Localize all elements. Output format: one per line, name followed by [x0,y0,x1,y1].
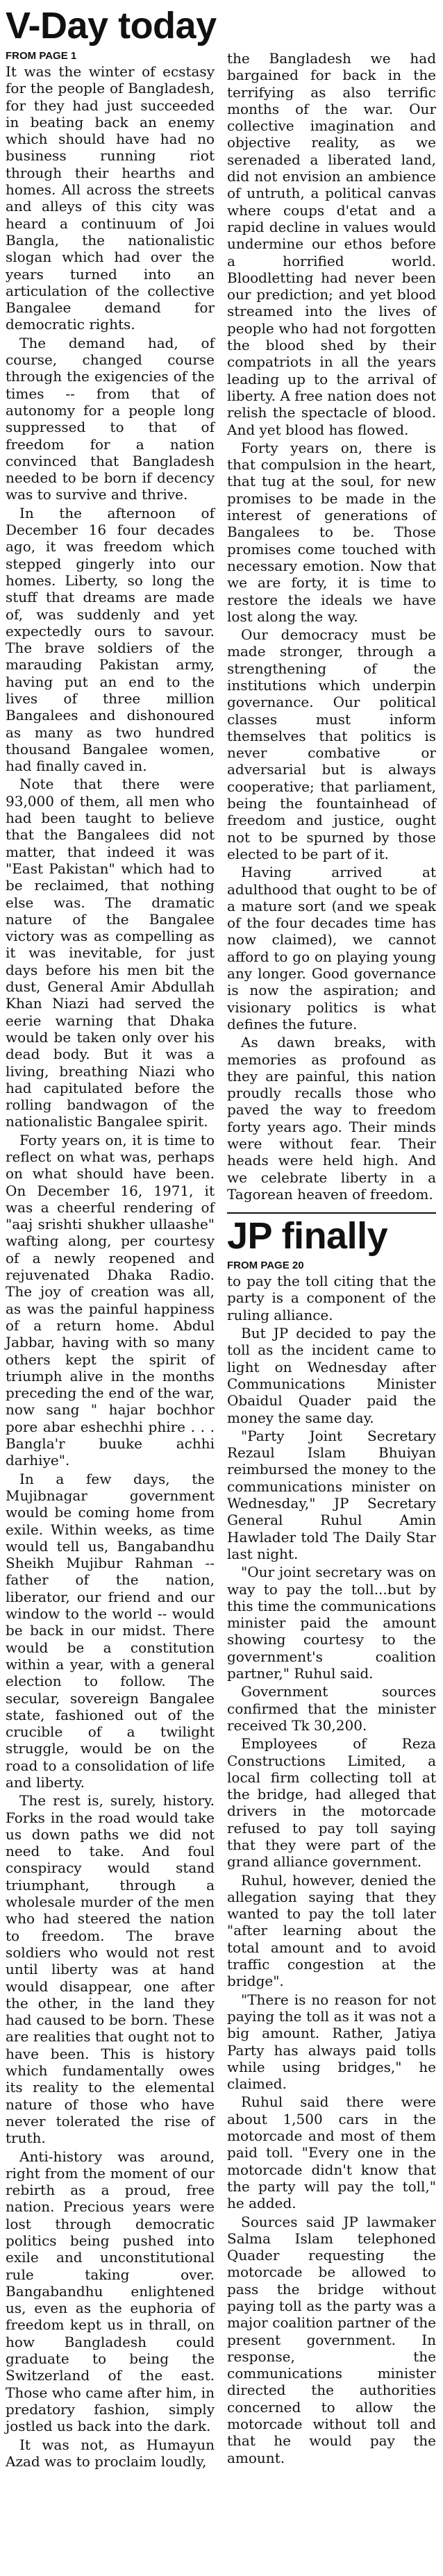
second-article-headline: JP finally [227,1212,436,1257]
article-body-right [227,50,436,1203]
paragraph: It was the winter of ecstasy for the people of Bangladesh, for they had just succeeded in beating back an enemy which should have had no business running riot through their hearths and homes. All across the streets and alleys of this city was heard a continuum of Joi Bangla, the nationalistic slogan which had over the years turned into an articulation of the collective Bangalee demand for democratic rights. [6,63,215,333]
paragraph: Government sources confirmed that the minister received Tk 30,200. [227,1683,436,1734]
paragraph: Ruhul, however, denied the allegation saying that they wanted to pay the toll later "after learning about the total amount and to avoid traffic congestion at the bridge". [227,1871,436,1990]
paragraph: the Bangladesh we had bargained for back in the terrifying as also terrific months of the war. Our collective imagination and objective reality, as we serenaded a liberated land, did not envision an ambience of untruth, a political canvas where coups d'etat and a rapid decline in values would undermine our ethos before a horrified world. Bloodletting had never been our prediction; and yet blood streamed into the lives of people who had not forgotten the blood shed by their compatriots in all the years leading up to the arrival of liberty. A free nation does not relish the spectacle of blood. And yet blood has flowed. [227,50,436,438]
paragraph: Forty years on, there is that compulsion in the heart, that tug at the soul, for new promises to be made in the interest of generations of Bangalees to be. Those promises come touched with necessary emotion. Now that we are forty, it is time to restore the ideals we have lost along the way. [227,439,436,625]
paragraph: to pay the toll citing that the party is a component of the ruling alliance. [227,1273,436,1323]
paragraph: Having arrived at adulthood that ought to be of a mature sort (and we speak of the four decades time has now claimed), we cannot afford to go on playing young any longer. Good governance is now the aspiration; and visionary politics is what defines the future. [227,864,436,1032]
right-column [227,50,436,2471]
paragraph: "Party Joint Secretary Rezaul Islam Bhuiyan reimbursed the money to the communications minister on Wednesday," JP Secretary General Ruhul Amin Hawlader told The Daily Star last night. [227,1427,436,1562]
paragraph: In a few days, the Mujibnagar government would be coming home from exile. Within weeks, as time would tell us, Bangabandhu Sheikh Mujibur Rahman -- father of the nation, liberator, our friend and our window to the world -- would be back in our midst. There would be a constitution within a year, with a general election to follow. The secular, sovereign Bangalee state, fashioned out of the crucible of a twilight struggle, would be on the road to a consolidation of life and liberty. [6,1470,215,1791]
paragraph: The demand had, of course, changed course through the exigencies of the times -- from that of autonomy for a people long suppressed to that of freedom for a nation convinced that Bangladesh needed to be born if decency was to survive and thrive. [6,334,215,503]
second-article-body [227,1273,436,2466]
paragraph: As dawn breaks, with memories as profound as they are painful, this nation proudly recalls those who paved the way to freedom forty years ago. Their minds were without fear. Their heads were held high. And we celebrate liberty in a Tagorean heaven of freedom. [227,1034,436,1203]
article-body-left [6,63,215,2470]
paragraph: Ruhul said there were about 1,500 cars in the motorcade and most of them paid toll. "Every one in the motorcade didn't know that the party will pay the toll," he added. [227,2093,436,2212]
paragraph: Employees of Reza Constructions Limited, a local firm collecting toll at the bridge, had alleged that drivers in the motorcade refused to pay toll saying that they were part of the grand alliance government. [227,1735,436,1871]
paragraph: In the afternoon of December 16 four decades ago, it was freedom which stepped gingerly into our homes. Liberty, so long the stuff that dreams are made of, was suddenly and yet expectedly ours to savour. The brave soldiers of the marauding Pakistan army, having put an end to the lives of three million Bangalees and dishonoured as many as two hundred thousand Bangalee women, had finally caved in. [6,504,215,775]
from-page-label: FROM PAGE 1 [6,50,77,62]
article-headline: V-Day today [6,5,217,47]
article-columns [0,47,443,2471]
left-column [6,50,215,2471]
paragraph: But JP decided to pay the toll as the incident came to light on Wednesday after Communications Minister Obaidul Quader paid the money the same day. [227,1325,436,1426]
paragraph: It was not, as Humayun Azad was to proclaim loudly, [6,2436,215,2470]
paragraph: Sources said JP lawmaker Salma Islam telephoned Quader requesting the motorcade be allowed to pass the bridge without paying toll as the party was a major coalition partner of the present government. In response, the communications minister directed the authorities concerned to allow the motorcade without toll and that he would pay the amount. [227,2213,436,2466]
paragraph: "There is no reason for not paying the toll as it was not a big amount. Rather, Jatiya Party has always paid tolls while using bridges," he claimed. [227,1991,436,2093]
paragraph: "Our joint secretary was on way to pay the toll...but by this time the communications minister paid the amount showing courtesy to the government's coalition partner," Ruhul said. [227,1564,436,1682]
paragraph: Note that there were 93,000 of them, all men who had been taught to believe that the Bangalees did not matter, that indeed it was "East Pakistan" which had to be reclaimed, that nothing else was. The dramatic nature of the Bangalee victory was as compelling as it was inevitable, for just days before his men bit the dust, General Amir Abdullah Khan Niazi had served the eerie warning that Dhaka would be taken only over his dead body. But it was a living, breathing Niazi who had capitulated before the rolling bandwagon of the nationalistic Bangalee spirit. [6,776,215,1130]
paragraph: The rest is, surely, history. Forks in the road would take us down paths we did not need to take. And foul conspiracy would stand triumphant, through a wholesale murder of the men who had steered the nation to freedom. The brave soldiers who would not rest until liberty was at hand would disappear, one after the other, in the land they had caused to be born. These are realities that ought not to have been. This is history which fundamentally owes its reality to the elemental nature of those who have never tolerated the rise of truth. [6,1792,215,2147]
paragraph: Forty years on, it is time to reflect on what was, perhaps on what should have been. On December 16, 1971, it was a cheerful rendering of "aaj srishti shukher ullaashe" wafting along, per courtesy of a newly reopened and rejuvenated Dhaka Radio. The joy of creation was all, as was the painful happiness of a return home. Abdul Jabbar, having with so many others kept the spirit of triumph alive in the months preceding the end of the war, now sang " hajar bochhor pore abar eshechhi phire . . . Bangla'r buuke achhi darhiye". [6,1131,215,1469]
second-from-page-label: FROM PAGE 20 [227,1260,304,1272]
paragraph: Our democracy must be made stronger, through a strengthening of the institutions which underpin governance. Our political classes must inform themselves that politics is never combative or adversarial but is always cooperative; that parliament, being the fountainhead of freedom and justice, ought not to be spurned by those elected to be part of it. [227,626,436,862]
paragraph: Anti-history was around, right from the moment of our rebirth as a proud, free nation. Precious years were lost through democratic politics being pushed into exile and unconstitutional rule taking over. Bangabandhu enlightened us, even as the euphoria of freedom kept us in thrall, on how Bangladesh could graduate to being the Switzerland of the east. Those who came after him, in predatory fashion, simply jostled us back into the dark. [6,2148,215,2435]
